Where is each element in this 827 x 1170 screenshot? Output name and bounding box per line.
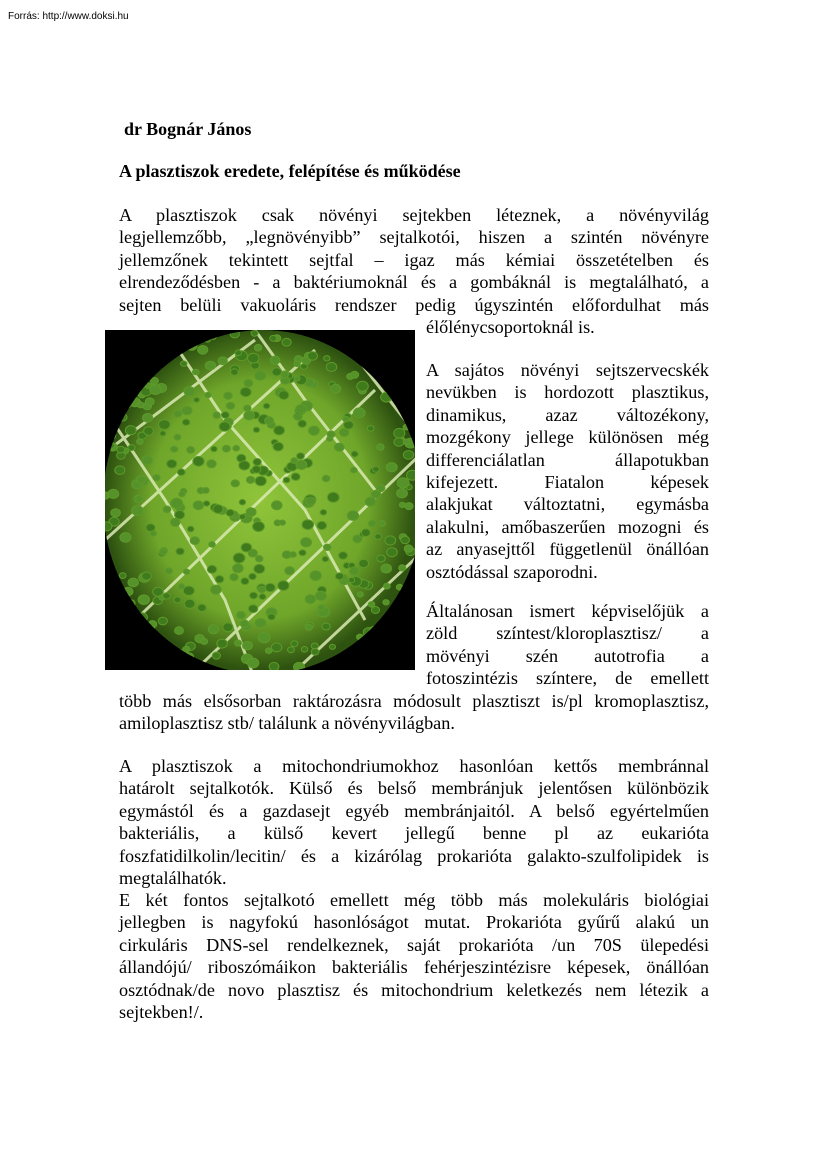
micrograph-svg [105, 330, 415, 670]
chloroplast-dot [144, 427, 154, 435]
chloroplast-dot [187, 447, 195, 454]
chloroplast-dot [175, 511, 185, 520]
chloroplast-dot [253, 459, 261, 466]
chloroplast-dot [239, 499, 245, 505]
chloroplast-dot [233, 445, 240, 451]
chloroplast-dot [387, 548, 398, 557]
chloroplast-dot [243, 641, 253, 649]
chloroplast-dot [212, 652, 220, 659]
chloroplast-dot [208, 625, 218, 634]
chloroplast-dot [282, 338, 291, 346]
chloroplast-dot [150, 385, 161, 395]
chloroplast-dot [165, 568, 172, 574]
chloroplast-dot [233, 553, 245, 563]
chloroplast-dot [397, 478, 409, 488]
text-line: bakteriális, a külső kevert jellegű benne pl az eukarióta [119, 823, 709, 844]
chloroplast-dot [251, 330, 258, 336]
chloroplast-dot [253, 522, 265, 532]
chloroplast-dot [209, 542, 216, 548]
chloroplast-dot [310, 571, 321, 581]
chloroplast-dot [272, 501, 283, 510]
chloroplast-dot [322, 556, 328, 561]
chloroplast-dot [273, 442, 283, 451]
chloroplast-dot [340, 428, 350, 436]
text-line: állandójú/ riboszómáikon bakteriális fehérjeszintézisre képesek, önállóan [119, 957, 709, 978]
document-title: A plasztiszok eredete, felépítése és működése [119, 161, 461, 181]
chloroplast-dot [171, 446, 178, 452]
chloroplast-dot [179, 492, 185, 497]
source-label: Forrás: http://www.doksi.hu [8, 11, 129, 22]
chloroplast-dot [192, 369, 199, 375]
chloroplast-dot [211, 446, 217, 452]
text-line: zöld színtest/kloroplasztisz/ a [426, 623, 709, 644]
chloroplast-dot [184, 599, 195, 608]
chloroplast-dot [301, 647, 308, 653]
chloroplast-dot [246, 508, 256, 517]
paragraph-membranes [119, 755, 709, 889]
chloroplast-dot [159, 549, 166, 555]
chloroplast-dot [231, 480, 239, 487]
chloroplast-dot [176, 548, 184, 555]
chloroplast-dot [117, 446, 125, 453]
chloroplast-dot [274, 426, 285, 435]
chloroplast-dot [283, 477, 290, 483]
chloroplast-dot [298, 420, 307, 427]
chloroplast-dot [365, 497, 376, 506]
chloroplast-dot [134, 495, 143, 502]
chloroplast-micrograph-image [105, 330, 415, 670]
chloroplast-dot [241, 543, 252, 552]
chloroplast-dot [240, 387, 251, 396]
paragraph-intro-tail [426, 316, 709, 338]
text-line: jellegben is nagyfokú hasonlóságot mutat. Prokarióta gyűrű alakú un [119, 912, 709, 933]
chloroplast-dot [331, 384, 341, 393]
chloroplast-dot [174, 410, 182, 417]
chloroplast-dot [269, 662, 279, 670]
text-line: sejtekben!/. [119, 1002, 204, 1023]
chloroplast-dot [247, 658, 258, 668]
chloroplast-dot [339, 552, 348, 560]
chloroplast-dot [367, 426, 374, 432]
chloroplast-dot [384, 583, 391, 589]
chloroplast-dot [108, 489, 119, 498]
chloroplast-dot [217, 639, 228, 648]
chloroplast-dot [128, 578, 138, 587]
chloroplast-dot [193, 456, 204, 466]
chloroplast-dot [167, 460, 177, 469]
text-line: egymástól és a gazdasejt egyéb membránjaitól. A belső egyértelműen [119, 800, 709, 821]
paragraph-intro [119, 204, 709, 316]
text-line: határolt sejtalkotók. Külső és belső membránjuk jelentősen különbözik [119, 778, 709, 799]
chloroplast-dot [253, 427, 259, 432]
chloroplast-dot [327, 492, 339, 502]
chloroplast-dot [132, 506, 144, 516]
chloroplast-dot [178, 584, 185, 590]
chloroplast-dot [309, 426, 320, 435]
chloroplast-dot [291, 641, 298, 647]
chloroplast-dot [119, 573, 126, 579]
chloroplast-dot [182, 406, 192, 415]
chloroplast-dot [272, 368, 282, 376]
author-name: dr Bognár János [124, 119, 252, 139]
chloroplast-dot [404, 545, 413, 552]
chloroplast-dot [259, 594, 266, 600]
text-line: osztódással szaporodni. [426, 561, 598, 582]
chloroplast-dot [233, 564, 244, 573]
chloroplast-dot [263, 403, 270, 409]
chloroplast-dot [207, 460, 216, 468]
chloroplast-dot [255, 371, 266, 381]
chloroplast-dot [174, 597, 181, 603]
chloroplast-dot [171, 498, 183, 508]
chloroplast-dot [223, 623, 233, 632]
text-line: E két fontos sejtalkotó emellett még több más molekuláris biológiai [119, 890, 709, 910]
chloroplast-dot [258, 586, 266, 593]
chloroplast-dot [302, 520, 314, 530]
text-line: foszfatidilkolin/lecitin/ és a kizárólag prokarióta galakto-szulfolipidek is [119, 845, 709, 866]
chloroplast-dot [153, 475, 160, 481]
chloroplast-dot [320, 510, 327, 516]
text-line: több más elsősorban raktározásra módosult plasztiszt is/pl kromoplasztisz, [119, 691, 709, 711]
chloroplast-dot [375, 534, 382, 540]
chloroplast-dot [296, 405, 307, 414]
chloroplast-dot [301, 538, 312, 547]
chloroplast-dot [350, 567, 360, 575]
chloroplast-dot [368, 520, 376, 527]
chloroplast-dot [407, 470, 416, 480]
chloroplast-dot [326, 362, 337, 371]
chloroplast-dot [248, 605, 257, 613]
text-line: az anyasejttől függetlenül önállóan [426, 539, 709, 560]
chloroplast-dot [150, 531, 157, 537]
text-line: mozgékony jellege különösen még [426, 427, 709, 448]
chloroplast-dot [285, 567, 295, 575]
chloroplast-dot [349, 578, 355, 583]
chloroplast-dot [142, 572, 152, 580]
chloroplast-dot [235, 640, 242, 646]
chloroplast-dot [270, 335, 277, 341]
chloroplast-dot [403, 451, 413, 460]
chloroplast-dot [317, 521, 327, 529]
text-line: alakulni, amőbaszerűen mozogni és [426, 516, 709, 537]
chloroplast-dot [163, 593, 170, 599]
chloroplast-dot [308, 352, 318, 361]
chloroplast-dot [249, 573, 257, 579]
chloroplast-dot [182, 419, 190, 425]
text-line: A plasztiszok csak növényi sejtekben léteznek, a növényvilág [119, 205, 709, 225]
chloroplast-dot [231, 369, 239, 376]
chloroplast-dot [270, 356, 280, 364]
chloroplast-dot [353, 408, 365, 418]
chloroplast-dot [198, 346, 208, 355]
text-line: élőlénycsoportoknál is. [426, 317, 595, 337]
chloroplast-dot [159, 420, 171, 430]
chloroplast-dot [175, 627, 184, 635]
chloroplast-dot [218, 357, 227, 365]
chloroplast-dot [294, 376, 300, 381]
chloroplast-dot [385, 536, 396, 545]
text-line: megtalálhatók. [119, 868, 227, 889]
text-line: osztódnak/de novo plasztisz és mitochondrium keletkezés nem létezik a [119, 979, 709, 1000]
chloroplast-dot [329, 644, 335, 649]
text-line: elrendeződésben - a baktériumoknál és a gombáknál is megtalálható, a [119, 272, 709, 293]
paragraph-chloroplast-full [119, 690, 709, 735]
chloroplast-dot [371, 607, 379, 614]
chloroplast-dot [322, 475, 330, 481]
text-line: alakjukat változtatni, egymásba [426, 494, 709, 515]
chloroplast-dot [174, 434, 181, 440]
chloroplast-dot [239, 514, 245, 519]
text-line: nevükben is hordozott plasztikus, [426, 382, 709, 403]
chloroplast-dot [221, 412, 229, 419]
chloroplast-dot [203, 501, 209, 506]
chloroplast-dot [224, 392, 232, 399]
chloroplast-dot [158, 617, 167, 625]
paragraph-plastic-nature [426, 359, 709, 583]
chloroplast-dot [105, 522, 112, 531]
chloroplast-dot [268, 614, 276, 620]
chloroplast-dot [190, 537, 199, 545]
chloroplast-dot [377, 444, 384, 450]
text-line: dinamikus, azaz változékony, [426, 404, 709, 425]
chloroplast-dot [334, 443, 344, 451]
chloroplast-dot [207, 565, 216, 573]
chloroplast-dot [125, 426, 136, 435]
chloroplast-dot [194, 397, 200, 402]
chloroplast-dot [142, 456, 153, 465]
text-line: mövényi szén autotrofia a [426, 645, 709, 666]
chloroplast-dot [184, 387, 195, 396]
chloroplast-dot [381, 564, 392, 573]
text-line: fotoszintézis színtere, de emellett [426, 668, 709, 689]
chloroplast-dot [347, 511, 358, 521]
chloroplast-dot [291, 473, 300, 480]
chloroplast-dot [128, 445, 135, 451]
chloroplast-dot [237, 611, 246, 618]
chloroplast-dot [115, 466, 125, 475]
chloroplast-dot [324, 544, 332, 550]
chloroplast-dot [399, 565, 406, 571]
chloroplast-dot [205, 392, 212, 398]
chloroplast-dot [244, 379, 253, 387]
text-line: sejten belüli vakuoláris rendszer pedig úgyszintén előfordulhat más [119, 294, 709, 315]
chloroplast-dot [265, 417, 274, 425]
chloroplast-dot [357, 381, 369, 391]
chloroplast-dot [145, 398, 154, 406]
chloroplast-dot [343, 416, 350, 422]
chloroplast-dot [244, 411, 255, 420]
chloroplast-dot [255, 556, 263, 562]
chloroplast-dot [143, 414, 153, 423]
chloroplast-dot [401, 536, 410, 544]
chloroplast-dot [296, 460, 307, 469]
chloroplast-dot [305, 624, 312, 630]
chloroplast-dot [324, 356, 330, 361]
chloroplast-dot [265, 648, 272, 654]
text-line: Általánosan ismert képviselőjük a [426, 601, 709, 621]
chloroplast-dot [240, 620, 249, 627]
chloroplast-dot [222, 445, 230, 452]
text-line: cirkuláris DNS-sel rendelkeznek, saját prokarióta /un 70S ülepedési [119, 934, 709, 955]
chloroplast-dot [373, 466, 380, 472]
chloroplast-dot [359, 559, 369, 567]
chloroplast-dot [299, 550, 306, 556]
chloroplast-dot [213, 505, 223, 514]
chloroplast-dot [177, 469, 185, 476]
chloroplast-dot [379, 521, 386, 527]
chloroplast-dot [322, 623, 330, 630]
chloroplast-dot [290, 552, 297, 558]
chloroplast-dot [405, 503, 413, 510]
chloroplast-dot [318, 605, 325, 611]
chloroplast-dot [351, 371, 359, 378]
chloroplast-dot [294, 361, 301, 367]
chloroplast-dot [211, 585, 222, 594]
chloroplast-dot [111, 509, 121, 517]
chloroplast-dot [160, 431, 166, 436]
chloroplast-dot [120, 533, 131, 543]
chloroplast-dot [244, 405, 251, 411]
chloroplast-dot [403, 439, 409, 444]
chloroplast-dot [305, 595, 316, 604]
text-line: jellemzőnek tekintett sejtfal – igaz más kémiai összetételben és [119, 249, 709, 270]
chloroplast-dot [288, 647, 295, 653]
chloroplast-dot [201, 638, 208, 644]
chloroplast-dot [265, 583, 275, 591]
chloroplast-dot [255, 476, 266, 486]
chloroplast-dot [163, 506, 171, 513]
chloroplast-dot [357, 592, 363, 597]
chloroplast-dot [377, 555, 385, 562]
chloroplast-dot [241, 578, 249, 585]
chloroplast-dot [368, 602, 375, 608]
chloroplast-dot [151, 378, 159, 385]
chloroplast-dot [371, 490, 381, 498]
paragraph-molecular-biology [119, 889, 709, 1023]
chloroplast-dot [183, 569, 189, 574]
chloroplast-dot [187, 526, 194, 532]
chloroplast-dot [230, 574, 238, 581]
chloroplast-dot [394, 438, 404, 447]
chloroplast-dot [279, 391, 289, 400]
chloroplast-dot [205, 361, 215, 370]
chloroplast-dot [181, 361, 187, 366]
chloroplast-dot [351, 467, 358, 473]
chloroplast-dot [215, 576, 224, 583]
chloroplast-dot [193, 501, 203, 510]
chloroplast-dot [235, 350, 242, 356]
chloroplast-dot [246, 476, 254, 483]
chloroplast-dot [248, 353, 259, 363]
chloroplast-dot [361, 529, 370, 537]
chloroplast-dot [254, 564, 265, 573]
chloroplast-dot [386, 463, 397, 472]
chloroplast-dot [254, 344, 262, 351]
chloroplast-dot [327, 431, 335, 438]
chloroplast-dot [383, 600, 389, 605]
chloroplast-dot [226, 509, 234, 516]
text-line: A sajátos növényi sejtszervecskék [426, 360, 709, 380]
chloroplast-dot [311, 649, 319, 656]
chloroplast-dot [197, 604, 206, 611]
chloroplast-dot [255, 618, 266, 627]
chloroplast-dot [394, 428, 405, 438]
chloroplast-dot [213, 412, 220, 418]
chloroplast-dot [226, 402, 234, 409]
text-line: amiloplasztisz stb/ találunk a növényvilágban. [119, 713, 455, 734]
chloroplast-dot [252, 466, 261, 473]
text-line: legjellemzőbb, „legnövényibb” sejtalkotói, hiszen a szintén növényre [119, 227, 709, 248]
chloroplast-dot [138, 595, 149, 605]
chloroplast-dot [351, 451, 358, 457]
chloroplast-dot [239, 461, 250, 470]
text-line: A plasztiszok a mitochondriumokhoz hasonlóan kettős membránnal [119, 756, 709, 776]
chloroplast-dot [219, 422, 230, 431]
chloroplast-dot [306, 497, 316, 505]
chloroplast-dot [136, 476, 145, 484]
chloroplast-dot [271, 643, 281, 652]
chloroplast-dot [250, 592, 258, 599]
chloroplast-dot [315, 591, 326, 601]
paragraph-chloroplast-side [426, 600, 709, 690]
text-line: kifejezett. Fiatalon képesek [426, 472, 709, 493]
text-line: differenciálatlan állapotukban [426, 449, 709, 470]
chloroplast-dot [258, 633, 270, 643]
chloroplast-dot [278, 581, 289, 591]
chloroplast-dot [202, 488, 209, 494]
chloroplast-dot [297, 453, 305, 460]
chloroplast-dot [397, 489, 408, 498]
chloroplast-dot [137, 402, 144, 408]
chloroplast-dot [279, 520, 285, 525]
chloroplast-dot [335, 573, 343, 580]
